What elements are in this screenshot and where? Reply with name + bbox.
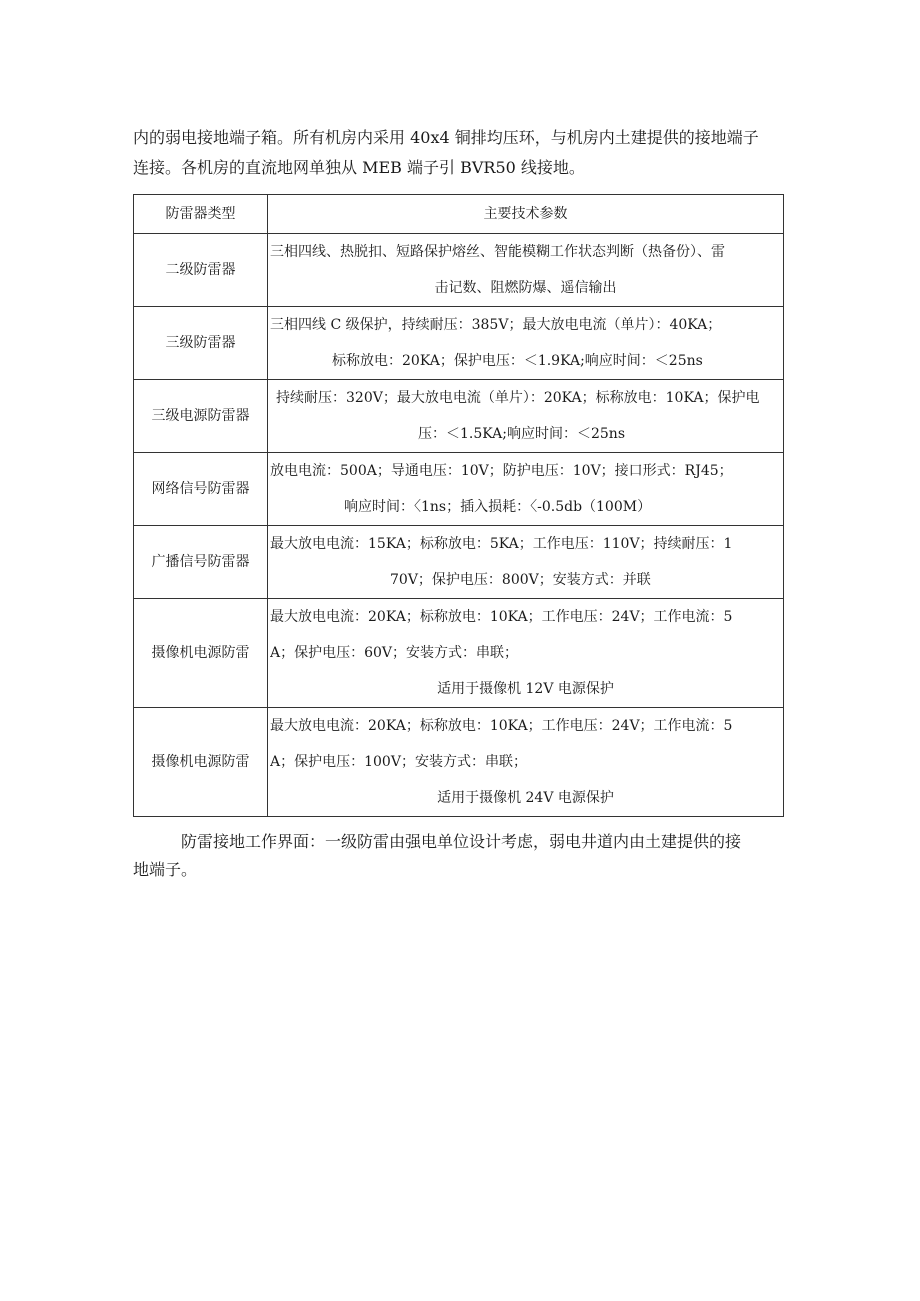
row-type: 广播信号防雷器 <box>134 526 268 599</box>
table-row <box>134 380 784 453</box>
param-line: A；保护电压：100V；安装方式：串联； <box>270 754 527 770</box>
row-type: 摄像机电源防雷 <box>134 599 268 708</box>
table-row <box>134 307 784 380</box>
intro-line-1: 内的弱电接地端子箱。所有机房内采用 40x4 铜排均压环，与机房内土建提供的接地端子 <box>133 128 759 147</box>
row-type: 网络信号防雷器 <box>134 453 268 526</box>
param-line: 70V；保护电压：800V；安装方式：并联 <box>390 572 651 588</box>
row-params <box>268 708 784 817</box>
outro-line-1: 防雷接地工作界面：一级防雷由强电单位设计考虑，弱电井道内由土建提供的接 <box>181 832 742 851</box>
param-line: 适用于摄像机 24V 电源保护 <box>437 790 614 806</box>
outro-line-2: 地端子。 <box>133 860 198 879</box>
header-type: 防雷器类型 <box>134 195 268 234</box>
table-row <box>134 453 784 526</box>
row-params <box>268 526 784 599</box>
lightning-protector-spec-table <box>133 194 784 817</box>
row-type: 三级电源防雷器 <box>134 380 268 453</box>
table-row <box>134 599 784 708</box>
param-line: 击记数、阻燃防爆、遥信输出 <box>434 280 617 296</box>
param-line: 持续耐压：320V；最大放电电流（单片）：20KA；标称放电：10KA；保护电 <box>276 390 760 406</box>
param-line: 最大放电电流：20KA；标称放电：10KA；工作电压：24V；工作电流：5 <box>270 609 733 625</box>
row-params <box>268 453 784 526</box>
param-line: A；保护电压：60V；安装方式：串联； <box>270 645 519 661</box>
param-line: 压：＜1.5KA;响应时间：＜25ns <box>418 426 625 442</box>
param-line: 标称放电：20KA；保护电压：＜1.9KA;响应时间：＜25ns <box>332 353 703 369</box>
param-line: 三相四线 C 级保护，持续耐压：385V；最大放电电流（单片）：40KA； <box>270 317 722 333</box>
param-line: 最大放电电流：20KA；标称放电：10KA；工作电压：24V；工作电流：5 <box>270 718 733 734</box>
param-line: 响应时间：〈1ns；插入损耗：〈-0.5db（100M） <box>344 499 652 515</box>
param-line: 适用于摄像机 12V 电源保护 <box>437 681 614 697</box>
header-params: 主要技术参数 <box>268 195 784 234</box>
outro-paragraph <box>133 828 783 884</box>
table-row <box>134 234 784 307</box>
row-type: 三级防雷器 <box>134 307 268 380</box>
param-line: 放电电流：500A；导通电压：10V；防护电压：10V；接口形式：RJ45； <box>270 463 733 479</box>
row-params <box>268 307 784 380</box>
table-header-row <box>134 195 784 234</box>
param-line: 三相四线、热脱扣、短路保护熔丝、智能模糊工作状态判断（热备份）、雷 <box>270 244 725 260</box>
row-type: 摄像机电源防雷 <box>134 708 268 817</box>
row-type: 二级防雷器 <box>134 234 268 307</box>
intro-line-2: 连接。各机房的直流地网单独从 MEB 端子引 BVR50 线接地。 <box>133 158 585 177</box>
row-params <box>268 599 784 708</box>
table-row <box>134 526 784 599</box>
intro-paragraph <box>133 123 783 183</box>
table-row <box>134 708 784 817</box>
param-line: 最大放电电流：15KA；标称放电：5KA；工作电压：110V；持续耐压：1 <box>270 536 733 552</box>
row-params <box>268 380 784 453</box>
row-params <box>268 234 784 307</box>
